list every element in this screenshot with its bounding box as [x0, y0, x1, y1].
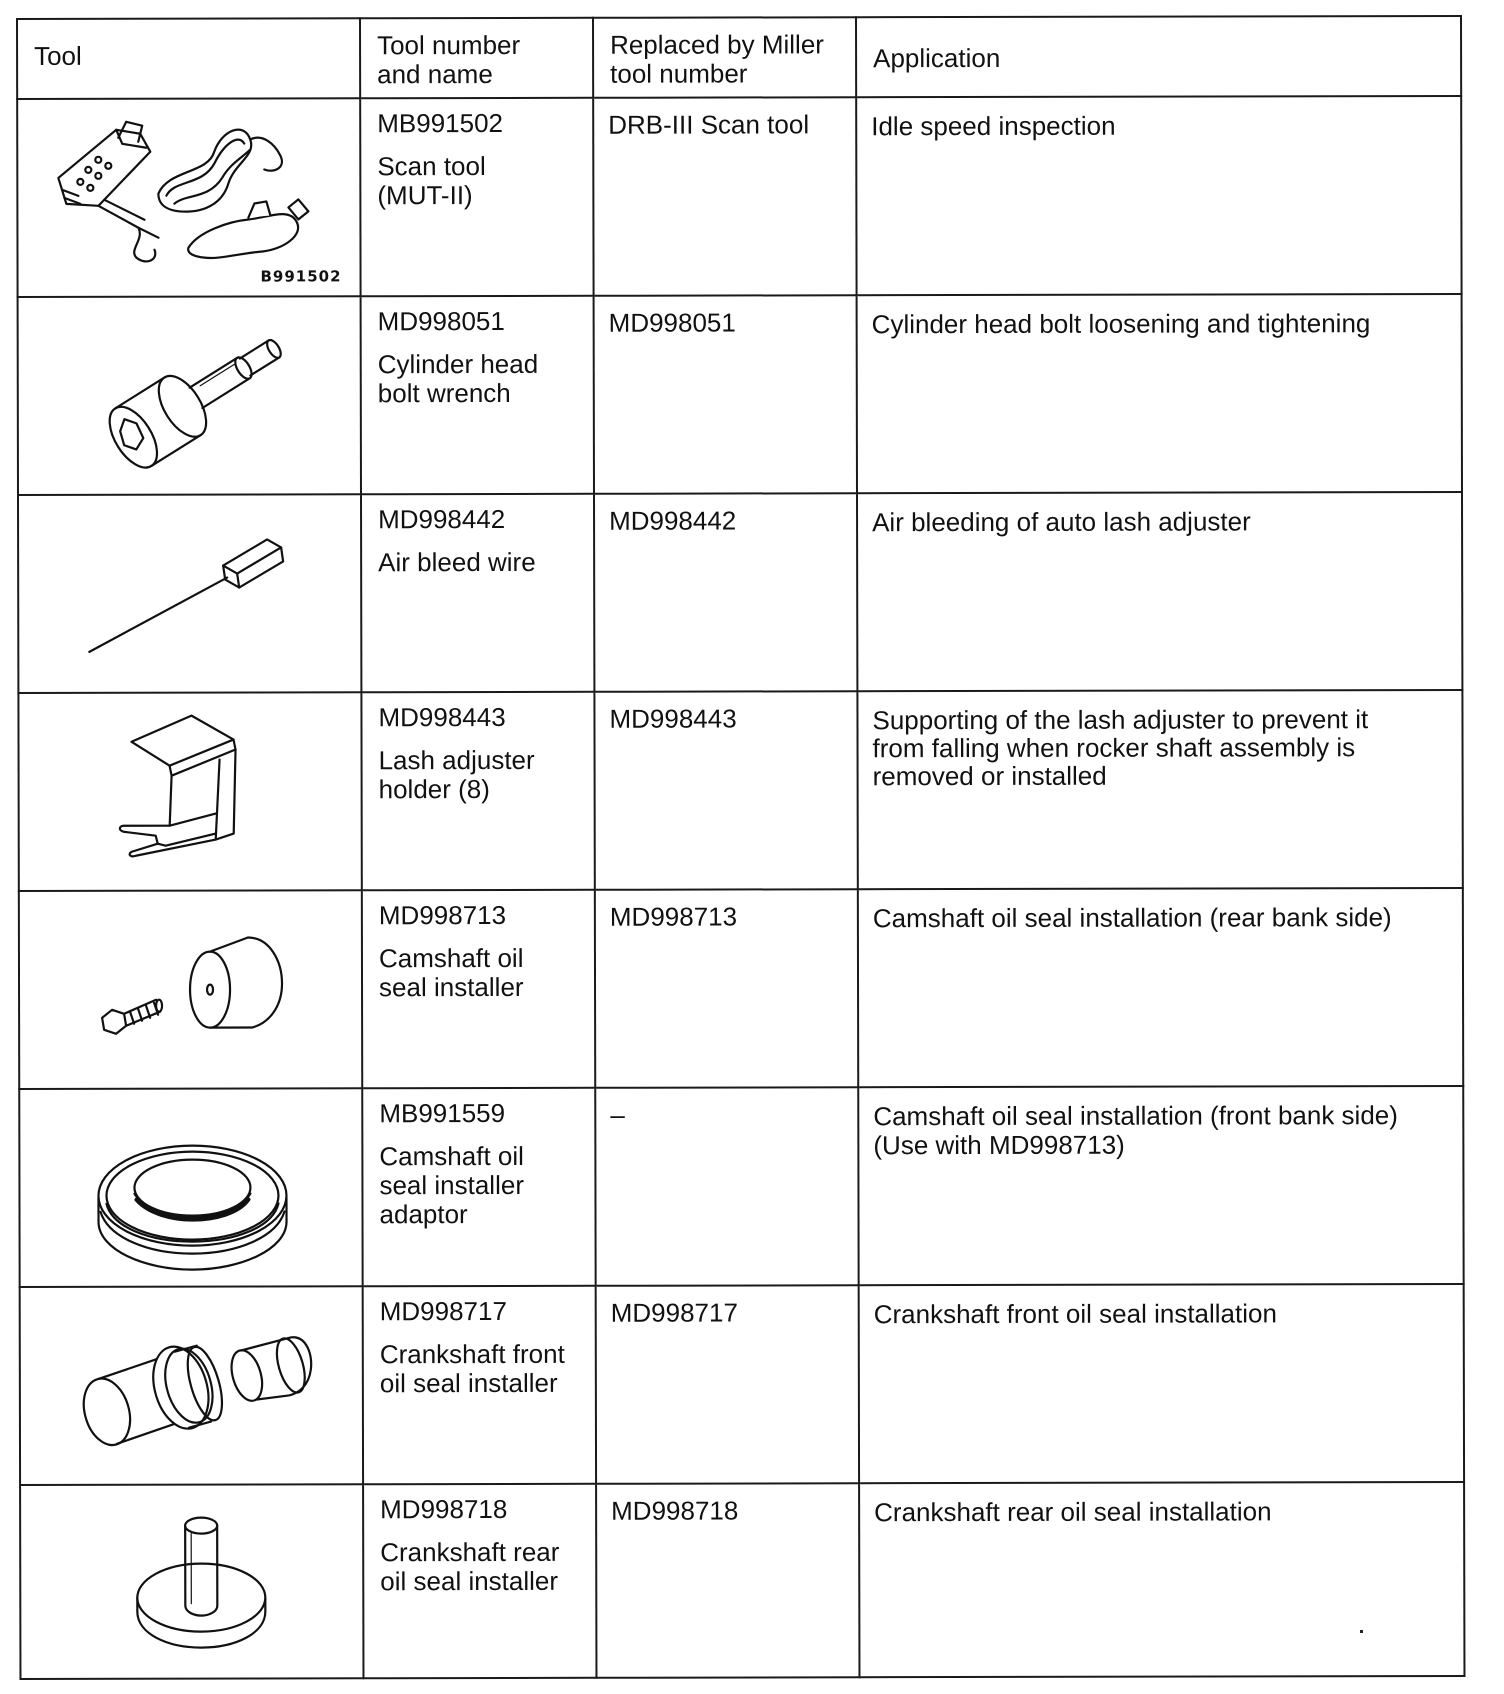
scan-speck	[1360, 1630, 1363, 1633]
table-row	[20, 1284, 1464, 1485]
table-row	[17, 96, 1461, 297]
application-cell	[857, 690, 1462, 889]
tool-name: Camshaft oil seal installer	[378, 942, 524, 1003]
header-tool: Tool	[17, 18, 360, 99]
table-row	[18, 294, 1462, 495]
application-cell	[857, 294, 1462, 493]
replaced-by-value: –	[610, 1099, 625, 1130]
tool-image-cell	[20, 1286, 363, 1485]
camshaft-seal-installer-icon	[20, 891, 363, 1088]
tool-number-name-cell	[362, 1088, 595, 1286]
lash-adjuster-holder-icon	[19, 693, 362, 890]
replaced-by-value: DRB-III Scan tool	[608, 109, 810, 140]
crankshaft-rear-installer-icon	[21, 1485, 364, 1678]
special-tools-sheet	[16, 15, 1463, 1664]
tool-name: Air bleed wire	[378, 546, 536, 578]
image-code-label: B991502	[260, 267, 342, 286]
application-text: Idle speed inspection	[871, 110, 1116, 142]
special-tools-table	[16, 15, 1465, 1680]
application-text: Crankshaft front oil seal installation	[873, 1298, 1277, 1330]
application-text: Camshaft oil seal installation (rear bank side)	[872, 902, 1392, 934]
table-row	[20, 1482, 1464, 1679]
table-row	[19, 1086, 1463, 1287]
application-text: Camshaft oil seal installation (front bank side) (Use with MD998713)	[873, 1100, 1398, 1161]
replaced-by-cell	[595, 1087, 858, 1286]
tool-number: MD998717	[379, 1295, 507, 1327]
tool-name: Scan tool (MUT-II)	[377, 151, 486, 211]
tool-number-name-cell	[363, 1484, 596, 1678]
replaced-by-value: MD998718	[611, 1495, 739, 1526]
tool-number: MD998718	[380, 1493, 508, 1525]
tool-number: MD998051	[377, 305, 505, 337]
replaced-by-value: MD998717	[610, 1297, 738, 1328]
tool-number: MD998443	[378, 701, 506, 733]
bolt-wrench-icon	[19, 297, 362, 494]
application-cell	[858, 1086, 1463, 1285]
application-text: Cylinder head bolt loosening and tightening	[871, 308, 1371, 340]
application-cell	[859, 1482, 1464, 1677]
tool-name: Crankshaft rear oil seal installer	[380, 1536, 560, 1597]
replaced-by-cell	[594, 691, 857, 890]
table-row	[18, 690, 1462, 891]
header-replaced-by: Replaced by Miller tool number	[593, 17, 856, 98]
tool-image-cell	[17, 98, 360, 297]
tool-number-name-cell	[360, 98, 593, 296]
application-cell	[857, 492, 1462, 691]
application-cell	[859, 1284, 1464, 1483]
replaced-by-value: MD998442	[609, 505, 737, 536]
tool-number-name-cell	[361, 692, 594, 890]
replaced-by-cell	[596, 1285, 859, 1484]
application-text: Supporting of the lash adjuster to prevent it from falling when rocker shaft assembly is removed or installed	[872, 704, 1369, 792]
tool-number-name-cell	[361, 494, 594, 692]
tool-number: MB991559	[379, 1097, 506, 1129]
replaced-by-cell	[593, 97, 856, 296]
tool-number-name-cell	[362, 890, 595, 1088]
application-text: Air bleeding of auto lash adjuster	[872, 506, 1251, 538]
replaced-by-cell	[594, 493, 857, 692]
tool-name: Crankshaft front oil seal installer	[379, 1338, 565, 1399]
replaced-by-cell	[596, 1483, 859, 1678]
tool-number-name-cell	[363, 1286, 596, 1484]
tool-image-cell	[18, 494, 361, 693]
replaced-by-cell	[595, 889, 858, 1088]
tool-image-cell	[20, 1484, 363, 1679]
application-text: Crankshaft rear oil seal installation	[874, 1496, 1272, 1528]
tool-name: Camshaft oil seal installer adaptor	[379, 1140, 524, 1230]
application-cell	[856, 96, 1461, 295]
tool-image-cell	[18, 692, 361, 891]
replaced-by-value: MD998443	[609, 703, 737, 734]
header-application: Application	[856, 16, 1461, 97]
table-header-row	[17, 16, 1461, 99]
replaced-by-cell	[594, 295, 857, 494]
tool-number: MD998713	[378, 899, 507, 931]
air-bleed-wire-icon	[19, 495, 362, 692]
tool-image-cell	[19, 890, 362, 1089]
replaced-by-value: MD998713	[609, 901, 738, 932]
table-row	[19, 888, 1463, 1089]
tool-image-cell	[19, 1088, 362, 1287]
crankshaft-front-installer-icon	[21, 1287, 364, 1484]
application-cell	[858, 888, 1463, 1087]
seal-installer-adaptor-icon	[20, 1089, 363, 1286]
replaced-by-value: MD998051	[608, 307, 736, 338]
tool-number: MB991502	[377, 107, 504, 139]
tool-image-cell	[18, 296, 361, 495]
table-row	[18, 492, 1462, 693]
header-tool-number-name: Tool number and name	[360, 18, 593, 98]
tool-number: MD998442	[378, 503, 506, 535]
tool-number-name-cell	[361, 296, 594, 494]
tool-name: Lash adjuster holder (8)	[378, 744, 535, 805]
tool-name: Cylinder head bolt wrench	[377, 348, 539, 409]
